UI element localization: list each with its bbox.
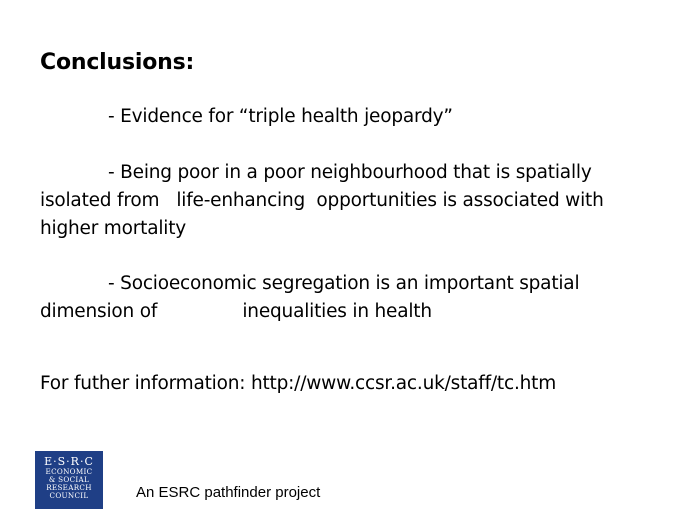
bullet-evidence (40, 103, 453, 131)
further-information (40, 370, 556, 398)
esrc-logo (35, 451, 103, 509)
esrc-logo-line-2: & SOCIAL (48, 475, 90, 484)
bullet-poverty (40, 159, 604, 243)
esrc-logo-line-4: COUNCIL (49, 491, 89, 500)
esrc-logo-initials: E·S·R·C (44, 455, 94, 468)
bullet-evidence-text: - Evidence for “triple health jeopardy” (108, 106, 453, 127)
further-information-text: For futher information: http://www.ccsr.ac.uk/staff/tc.htm (40, 373, 557, 394)
bullet-segregation-line-2: dimension of inequalities in health (40, 301, 432, 322)
footer-caption: An ESRC pathfinder project (136, 484, 321, 501)
bullet-poverty-line-3: higher mortality (40, 218, 187, 239)
esrc-logo-line-1: ECONOMIC (45, 467, 93, 476)
slide-heading: Conclusions: (40, 50, 195, 75)
bullet-poverty-line-2: isolated from life-enhancing opportunities is associated with (40, 190, 604, 211)
bullet-segregation (40, 270, 579, 326)
bullet-segregation-line-1: - Socioeconomic segregation is an important spatial (108, 273, 580, 294)
bullet-poverty-line-1: - Being poor in a poor neighbourhood that is spatially (108, 162, 592, 183)
esrc-logo-line-3: RESEARCH (46, 483, 92, 492)
